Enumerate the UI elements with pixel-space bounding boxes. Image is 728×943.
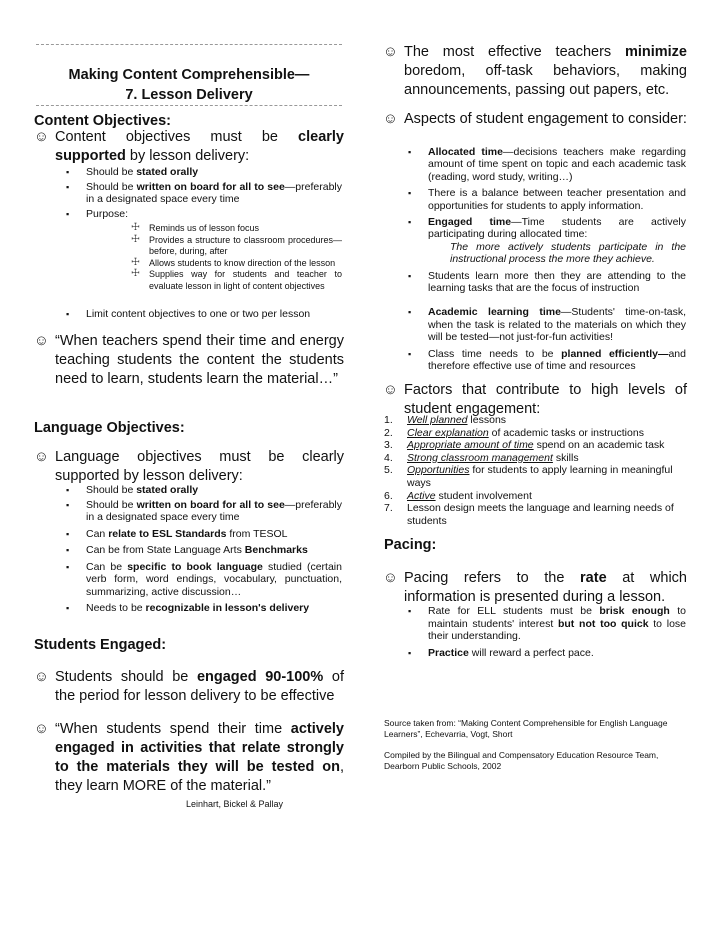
list-item: ▪ Can be specific to book language studied (certain verb form, word endings, vocabulary, punctuation, summarizing, active discussion… [66, 560, 342, 598]
smiley-icon: ☺ [34, 333, 49, 349]
list-item: ☩ Provides a structure to classroom procedures—before, during, after [131, 233, 342, 256]
content-limit [66, 308, 342, 321]
list-item: 5. Opportunities for students to apply learning in meaningful ways [384, 464, 673, 489]
pacing-heading: Pacing: [384, 537, 437, 553]
aspects-intro: ☺ Aspects of student engagement to consider: [383, 111, 687, 127]
smiley-icon: ☺ [34, 449, 49, 465]
source-note: Source taken from: “Making Content Comprehensible for English Language Learners”, Echevarria, Vogt, Short [384, 718, 668, 739]
smiley-icon: ☺ [383, 382, 398, 398]
students-engaged-heading: Students Engaged: [34, 637, 167, 653]
list-item: 1. Well planned lessons [384, 414, 507, 426]
page-title: Making Content Comprehensible— [68, 67, 310, 83]
list-item: 6. Active student involvement [384, 489, 532, 502]
list-item: 2. Clear explanation of academic tasks or instructions [384, 426, 644, 439]
list-item: ☩ Reminds us of lesson focus [131, 222, 260, 233]
smiley-icon: ☺ [34, 129, 49, 145]
content-objectives-intro: ☺ Content objectives must be clearly supported by lesson delivery: [34, 129, 344, 164]
engaged-quote: ☺ “When students spend their time actively engaged in activities that relate strongly to the materials they will be tested on, they learn MORE of the material.” [34, 721, 344, 794]
smiley-icon: ☺ [34, 721, 49, 737]
list-item: ▪ Should be stated orally [66, 166, 199, 178]
factors-intro: ☺ Factors that contribute to high levels of student engagement: [383, 382, 687, 417]
list-item: ▪ Allocated time—decisions teachers make regarding amount of time spent on topic and each academic task (reading, word study, writing…) [408, 146, 686, 183]
page-subtitle: 7. Lesson Delivery [125, 87, 253, 103]
content-objectives-list [66, 166, 342, 220]
list-item: ▪ Should be written on board for all to see—preferably in a designated space every time [66, 498, 342, 523]
content-objectives-heading: Content Objectives: [34, 113, 171, 129]
aspects-list [408, 146, 686, 373]
list-item: ▪ There is a balance between teacher presentation and opportunities for students to apply information. [408, 187, 686, 212]
compiled-note: Compiled by the Bilingual and Compensatory Education Resource Team, Dearborn Public Schools, 2002 [384, 750, 659, 771]
list-item: ▪ Can relate to ESL Standards from TESOL [66, 527, 288, 540]
list-item: 7. Lesson design meets the language and learning needs of students [384, 502, 674, 527]
list-item: ▪ Students learn more then they are attending to the learning tasks that are the focus of instruction [408, 269, 686, 295]
list-item: ▪ Purpose: [66, 207, 129, 220]
list-item: ▪ Needs to be recognizable in lesson's delivery [66, 602, 310, 614]
list-item: ▪ Rate for ELL students must be brisk enough to maintain students' interest but not too quick to lose their understanding. [408, 605, 687, 642]
list-item: ▪ Can be from State Language Arts Benchmarks [66, 544, 308, 556]
list-item: ☩ Allows students to know direction of the lesson [131, 256, 336, 268]
smiley-icon: ☺ [383, 570, 398, 586]
smiley-icon: ☺ [383, 111, 398, 127]
attribution: Leinhart, Bickel & Pallay [186, 799, 284, 809]
list-item: ▪ Limit content objectives to one or two per lesson [66, 308, 311, 320]
list-item: ▪ Should be written on board for all to see—preferably in a designated space every time [66, 180, 342, 205]
title-box [36, 44, 342, 106]
list-item: 3. Appropriate amount of time spend on an academic task [384, 439, 665, 452]
list-item: ▪ Academic learning time—Students' time-on-task, when the task is related to the materials on which they will be tested—not just-for-fun activities! [408, 306, 686, 344]
content-quote: ☺ “When teachers spend their time and energy teaching students the content the students need to learn, students learn the material…” [34, 333, 344, 387]
smiley-icon: ☺ [34, 669, 49, 685]
language-objectives-list [66, 484, 342, 615]
pacing-paragraph: ☺ Pacing refers to the rate at which information is presented during a lesson. [383, 570, 687, 605]
factors-list [384, 414, 686, 527]
language-objectives-intro: ☺ Language objectives must be clearly supported by lesson delivery: [34, 449, 344, 484]
list-item: ▪ Engaged time—Time students are actively participating during allocated time: The more actively students participate in the instructional process the more they achieve. [408, 216, 686, 266]
smiley-icon: ☺ [383, 44, 398, 60]
engaged-paragraph: ☺ Students should be engaged 90-100% of the period for lesson delivery to be effective [34, 669, 344, 704]
language-objectives-heading: Language Objectives: [34, 420, 185, 436]
purpose-list [131, 223, 342, 292]
list-item: ☩ Supplies way for students and teacher to evaluate lesson in light of content objectives [131, 268, 342, 291]
pacing-list [408, 605, 686, 659]
list-item: ▪ Class time needs to be planned efficiently—and therefore effective use of time and resources [408, 347, 686, 373]
list-item: ▪ Should be stated orally [66, 484, 199, 496]
list-item: 4. Strong classroom management skills [384, 451, 579, 464]
effective-teachers-paragraph: ☺ The most effective teachers minimize boredom, off-task behaviors, making announcements, passing out papers, etc. [383, 44, 687, 98]
list-item: ▪ Practice will reward a perfect pace. [408, 646, 594, 659]
